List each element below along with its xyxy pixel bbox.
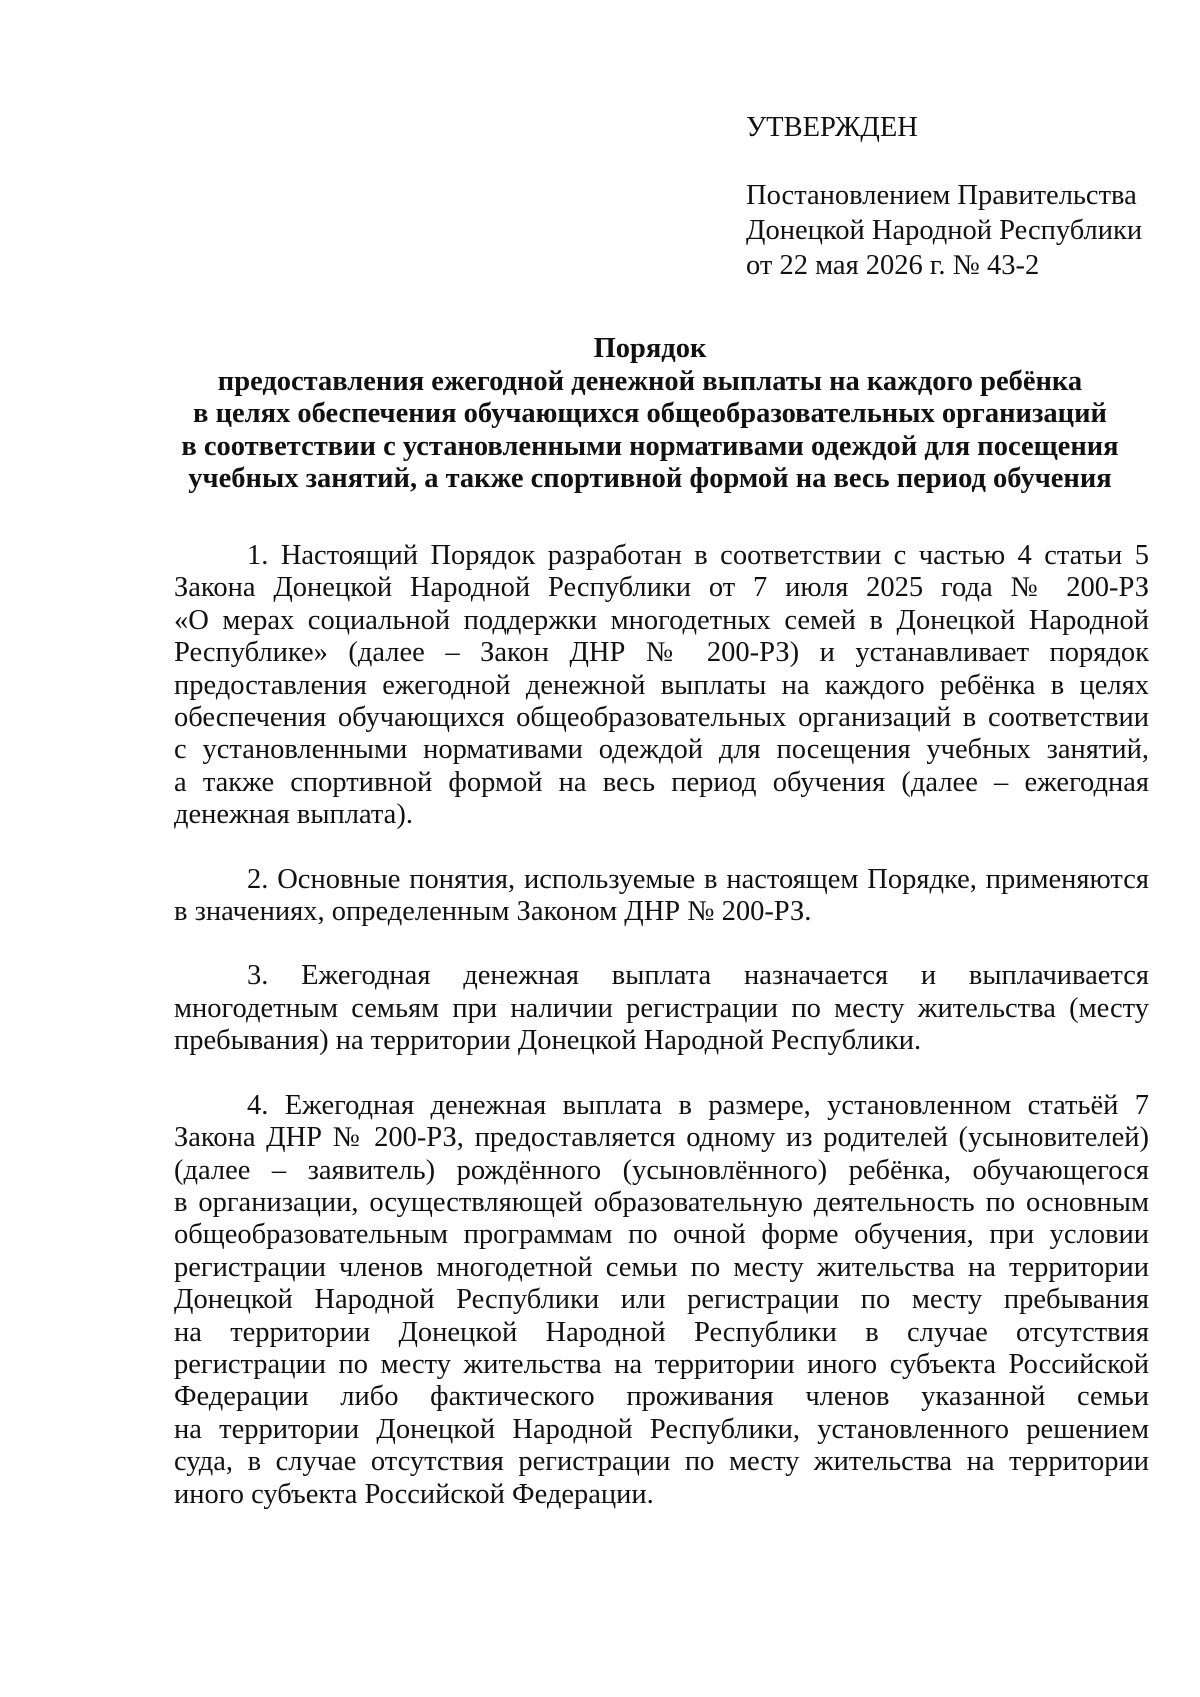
approval-details [746,178,1166,283]
clause-line: на территории Донецкой Народной Республики в случае отсутствия [174,1316,1149,1348]
clause-line: регистрации по месту жительства на территории иного субъекта Российской [174,1348,1149,1380]
clause-line: 2. Основные понятия, используемые в настоящем Порядке, применяются [247,863,1149,895]
title-line: в целях обеспечения обучающихся общеобразовательных организаций [193,398,1107,429]
clause-line: «О мерах социальной поддержки многодетных семей в Донецкой Народной [174,604,1149,636]
approval-block [746,110,1166,283]
clause-line: Закона ДНР № 200-РЗ, предоставляется одному из родителей (усыновителей) [174,1122,1149,1154]
clause-line: в организации, осуществляющей образовательную деятельность по основным [174,1186,1149,1218]
clause-line: регистрации членов многодетной семьи по месту жительства на территории [174,1251,1149,1283]
document-title [150,333,1150,496]
clause-line: Донецкой Народной Республики или регистрации по месту пребывания [174,1284,1149,1316]
clause-line: 3. Ежегодная денежная выплата назначается и выплачивается [247,960,1149,992]
approval-stamp: УТВЕРЖДЕН [746,112,918,143]
title-line: учебных занятий, а также спортивной формой на весь период обучения [188,463,1112,494]
clause-2 [174,864,1149,929]
approval-line: от 22 мая 2026 г. № 43-2 [746,250,1040,281]
title-line: в соответствии с установленными нормативами одеждой для посещения [181,430,1119,462]
approval-line: Донецкой Народной Республики [746,215,1143,246]
clause-line: общеобразовательным программам по очной форме обучения, при условии [174,1219,1149,1251]
approval-line: Постановлением Правительства [746,180,1137,211]
clause-line: 4. Ежегодная денежная выплата в размере, установленном статьёй 7 [247,1089,1149,1121]
title-line: Порядок [593,333,707,364]
clause-line: Республике» (далее – Закон ДНР № 200-РЗ) и устанавливает порядок [174,637,1149,669]
clause-line: на территории Донецкой Народной Республики, установленного решением [174,1413,1149,1445]
clause-line: обеспечения обучающихся общеобразовательных организаций в соответствии [174,702,1149,734]
clause-1 [174,540,1149,832]
clause-3 [174,960,1149,1057]
title-line: предоставления ежегодной денежной выплаты на каждого ребёнка [217,365,1083,397]
clause-line: многодетным семьям при наличии регистрации по месту жительства (месту [174,992,1149,1024]
clause-line: суда, в случае отсутствия регистрации по месту жительства на территории [174,1446,1149,1478]
clause-line: в значениях, определенным Законом ДНР № 200-РЗ. [174,896,812,928]
clause-line: Федерации либо фактического проживания членов указанной семьи [174,1381,1149,1413]
clause-line: Закона Донецкой Народной Республики от 7 июля 2025 года № 200-РЗ [174,572,1149,604]
document-body [174,540,1149,1543]
clause-line: (далее – заявитель) рождённого (усыновлённого) ребёнка, обучающегося [174,1154,1149,1186]
clause-line: 1. Настоящий Порядок разработан в соответствии с частью 4 статьи 5 [247,540,1149,571]
clause-line: а также спортивной формой на весь период обучения (далее – ежегодная [174,766,1149,798]
clause-line: пребывания) на территории Донецкой Народной Республики. [174,1025,922,1057]
clause-line: денежная выплата). [174,799,413,831]
clause-line: предоставления ежегодной денежной выплаты на каждого ребёнка в целях [174,669,1149,701]
clause-line: иного субъекта Российской Федерации. [174,1478,654,1510]
clause-line: с установленными нормативами одеждой для посещения учебных занятий, [174,734,1149,766]
clause-4 [174,1090,1149,1511]
